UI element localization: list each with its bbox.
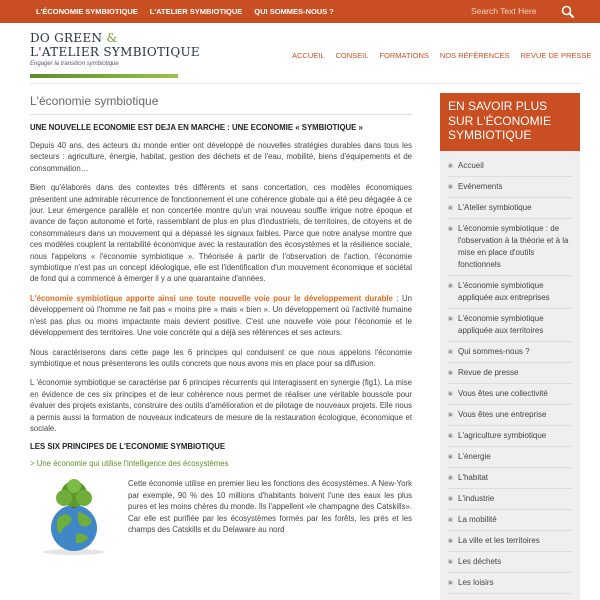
sidebar-item-energie[interactable]: ▣ L'énergie	[448, 447, 572, 468]
page-title: L'économie symbiotique	[30, 93, 412, 115]
logo-line2: L'ATELIER SYMBIOTIQUE	[30, 45, 200, 59]
paragraph-ecosystems: Cette économie utilise en premier lieu les fonctions des écosystèmes. A New-York par exemple, 90 % des 10 millions d'habitants boivent l'une des eaux les plus pures et les moins chères du monde. Ils l'appellent «le champagne des Catskills». Car elle est purifiée par les écosystèmes formés par les forêts, les prés et les champs des Catskills et du Delaware au nord	[128, 479, 412, 534]
site-logo[interactable]	[30, 31, 200, 79]
nav-nos-references[interactable]: NOS RÉFÉRENCES	[439, 51, 510, 60]
sidebar-item-ville[interactable]: ▣ La ville et les territoires	[448, 531, 572, 552]
sidebar-menu	[440, 151, 580, 594]
search-input[interactable]: Search Text Here	[471, 6, 537, 16]
sidebar-title: EN SAVOIR PLUS SUR L'ÉCONOMIE SYMBIOTIQUE	[440, 93, 580, 151]
sidebar-item-entreprise[interactable]: ▣ Vous êtes une entreprise	[448, 405, 572, 426]
sidebar-item-qui-sommes-nous[interactable]: ▣ Qui sommes-nous ?	[448, 342, 572, 363]
sidebar-item-entreprises[interactable]: ▣ L'économie symbiotique appliquée aux entreprises	[448, 276, 572, 309]
sidebar-item-mobilite[interactable]: ▣ La mobilité	[448, 510, 572, 531]
highlight-text: L'économie symbiotique apporte ainsi une toute nouvelle voie pour le développement durable	[30, 293, 393, 303]
top-nav-link-qui-sommes-nous[interactable]: QUI SOMMES-NOUS ?	[254, 7, 334, 16]
nav-conseil[interactable]: CONSEIL	[335, 51, 369, 60]
top-nav	[36, 0, 346, 23]
sidebar-item-agriculture[interactable]: ▣ L'agriculture symbiotique	[448, 426, 572, 447]
header-divider	[30, 83, 580, 84]
sidebar-item-habitat[interactable]: ▣ L'habitat	[448, 468, 572, 489]
nav-revue-de-presse[interactable]: REVUE DE PRESSE	[520, 51, 592, 60]
logo-underline	[30, 74, 178, 78]
sidebar-item-accueil[interactable]: ▣ Accueil	[448, 156, 572, 177]
sidebar-item-industrie[interactable]: ▣ L'industrie	[448, 489, 572, 510]
article-heading: UNE NOUVELLE ECONOMIE EST DEJA EN MARCHE : UNE ECONOMIE « SYMBIOTIQUE »	[30, 123, 363, 132]
paragraph-new-path-rest: : Un développement où l'homme ne fait pas « moins pire » mais « bien ». Un développement où l'activité humaine n'est pas plus ou moins impactante mais devient positive. C'est une nouvelle voie pour l'économie et le développement des territoires. Une voie concrète qui a déjà ses références et ses acteurs.	[30, 293, 412, 338]
sidebar-item-collectivite[interactable]: ▣ Vous êtes une collectivité	[448, 384, 572, 405]
main-nav	[292, 51, 600, 60]
sidebar-item-economie-theorie[interactable]: ▣ L'économie symbiotique : de l'observation à la théorie et à la mise en place d'outils fonctionnels	[448, 219, 572, 276]
sidebar-item-evenements[interactable]: ▣ Evénements	[448, 177, 572, 198]
principle-1-block	[30, 478, 412, 556]
logo-ampersand: &	[106, 31, 118, 45]
paragraph-principles-intro: Nous caractériserons dans cette page les 6 principes qui conduisent ce que nous appelons l'économie symbiotique et nous présenterons les outils concrets que nous avons mis en place pour sa diffusion.	[30, 347, 412, 368]
nav-formations[interactable]: FORMATIONS	[379, 51, 429, 60]
top-nav-link-economie[interactable]: L'ÉCONOMIE SYMBIOTIQUE	[36, 7, 138, 16]
paragraph-compass: L 'économie symbiotique se caractérise par 6 principes récurrents qui interagissent en synergie (fig1). La mise en évidence de ces six principes et de leur cohérence nous permet de réaliser une véritable boussole pour évaluer des projets existants, construire des outils d'amélioration et de pilotage de nouveaux projets. Elle nous a permis aussi la formation de nouveaux indicateurs de mesure de la restauration écologique, économique et sociale.	[30, 378, 412, 433]
nav-accueil[interactable]: ACCUEIL	[292, 51, 325, 60]
search-icon[interactable]	[560, 4, 576, 20]
paragraph-intro: Depuis 40 ans, des acteurs du monde entier ont développé de nouvelles stratégies durables dans tous les secteurs : agriculture, énergie, habitat, gestion des déchets et de l'eau, mobilité, biens d'équipements et de consommation…	[30, 141, 412, 173]
logo-tagline: Engager la transition symbiotique	[30, 61, 119, 67]
logo-line1: DO GREEN	[30, 31, 103, 45]
globe-tree-icon	[30, 478, 118, 556]
sidebar-item-loisirs[interactable]: ▣ Les loisirs	[448, 573, 572, 594]
sidebar-item-territoires[interactable]: ▣ L'économie symbiotique appliquée aux territoires	[448, 309, 572, 342]
paragraph-new-path	[30, 293, 412, 339]
principle-1-link[interactable]: > Une économie qui utilise l'intelligence des écosystèmes	[30, 459, 229, 469]
top-bar	[0, 0, 600, 23]
main-content	[30, 93, 412, 556]
top-nav-link-atelier[interactable]: L'ATELIER SYMBIOTIQUE	[149, 7, 243, 16]
paragraph-context: Bien qu'élaborés dans des contextes très différents et sans concertation, ces modèles économiques présentent une admirable récurrence de fonctionnement et une cohérence globale qui a été peu dégagée à ce jour. Leur émergence parallèle et non concertée montre qu'un vrai nouveau souffle irrigue notre époque et avance de façon autonome et forte, rassemblant de plus en plus d'industriels, de territoires, de citoyens et de consommateurs dans un mouvement qui a dépassé les signaux faibles. Parce que notre analyse montre que ces modèles couplent la rentabilité économique avec la restauration des écosystèmes et la résilience sociale, nous l'appelons « l'économie symbiotique ». Théorisée à partir de l'observation de l'action, l'économie symbiotique n'est pas un concept idéologique, elle est l'identification d'un mouvement économique et sociétal de fond qui a commencé à émerger il y a une quarantaine d'années.	[30, 183, 412, 284]
sidebar-item-atelier[interactable]: ▣ L'Atelier symbiotique	[448, 198, 572, 219]
sidebar	[440, 93, 580, 600]
principles-heading: LES SIX PRINCIPES DE L'ECONOMIE SYMBIOTIQUE	[30, 442, 226, 452]
sidebar-item-dechets[interactable]: ▣ Les déchets	[448, 552, 572, 573]
sidebar-item-revue-de-presse[interactable]: ▣ Revue de presse	[448, 363, 572, 384]
